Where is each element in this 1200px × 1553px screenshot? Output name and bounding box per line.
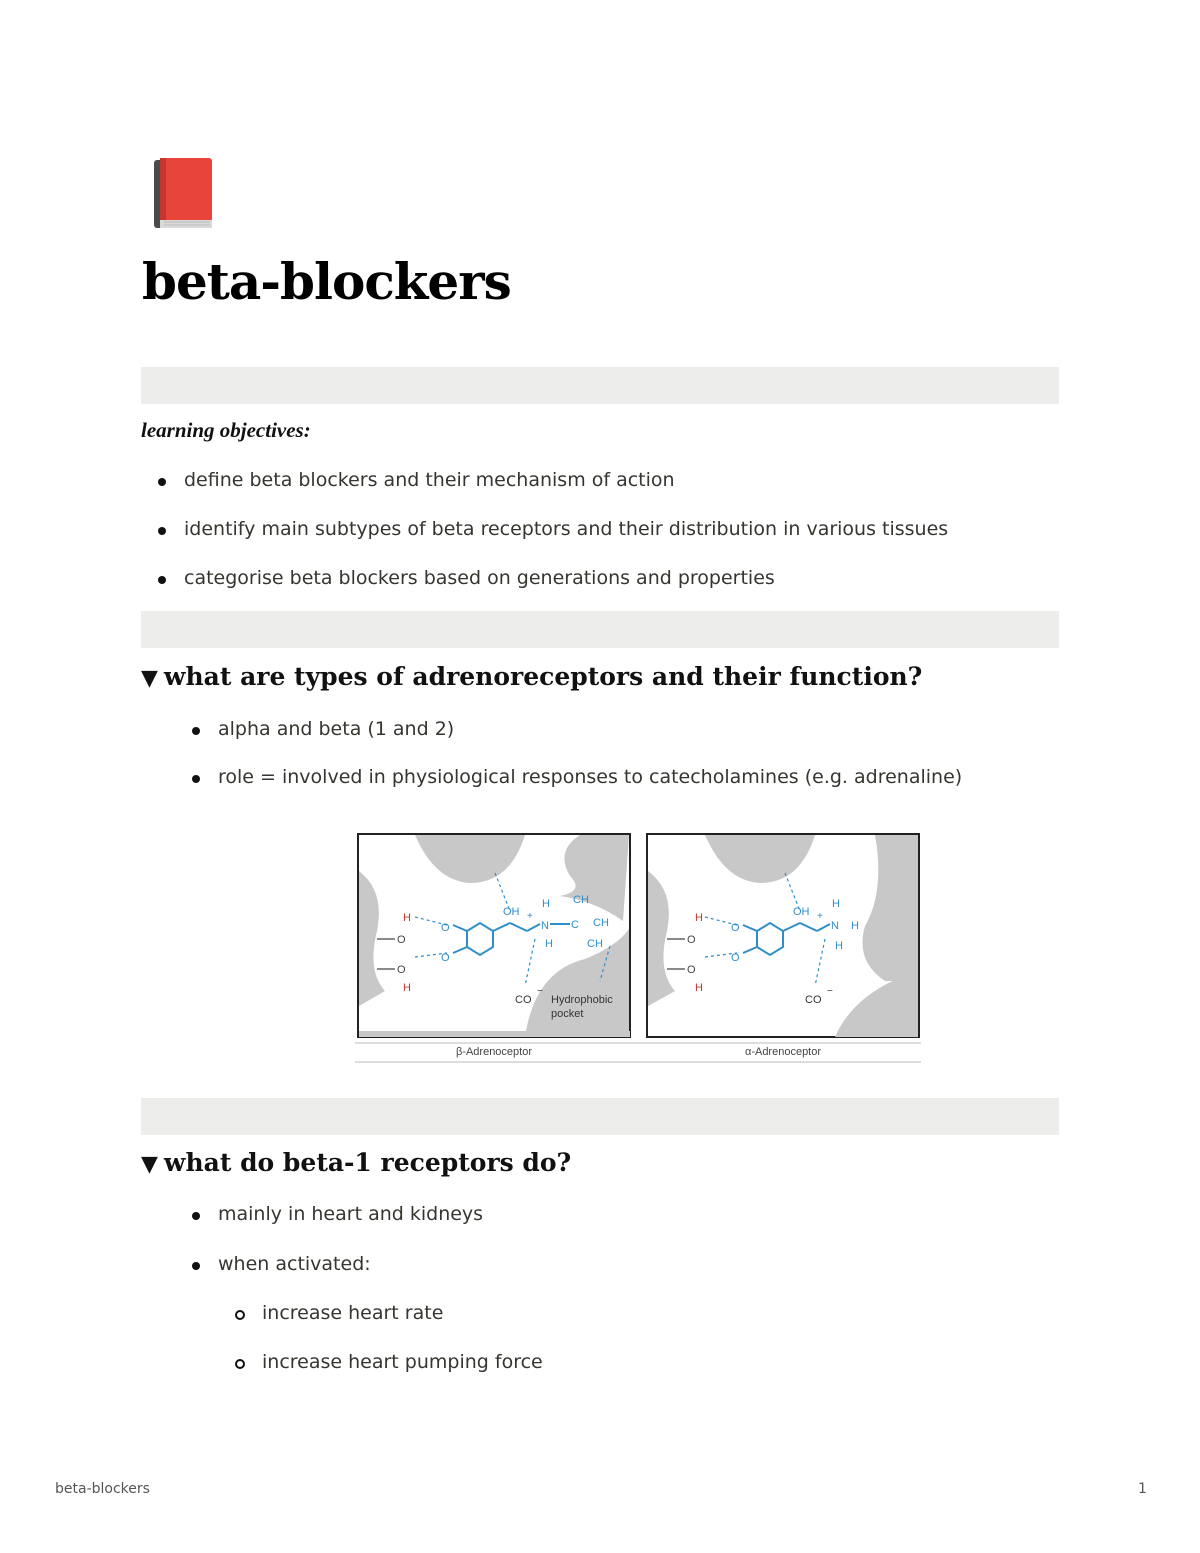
list-item-text: identify main subtypes of beta receptors and their distribution in various tissues (184, 518, 949, 540)
atom-label: O (687, 964, 696, 976)
list-item (218, 1203, 483, 1225)
atom-label: + (527, 911, 533, 922)
atom-label: CO (515, 994, 532, 1006)
toggle-heading-text: what do beta-1 receptors do? (163, 1148, 572, 1177)
triangle-down-icon[interactable]: ▼ (141, 665, 158, 691)
list-item-text: categorise beta blockers based on generations and properties (184, 567, 775, 589)
closed-red-book-icon (150, 156, 218, 232)
bullet-dot (158, 576, 166, 584)
list-item (218, 718, 454, 740)
list-item (262, 1351, 543, 1373)
atom-label: CO (805, 994, 822, 1006)
atom-label: OH (503, 906, 520, 918)
atom-label: H (835, 940, 843, 952)
bullet-ring (235, 1359, 245, 1369)
list-item-text: when activated: (218, 1253, 371, 1275)
toggle-heading-text: what are types of adrenoreceptors and their function? (163, 662, 923, 691)
bullet-ring (235, 1310, 245, 1320)
list-item-text: increase heart rate (262, 1302, 444, 1324)
atom-label: O (397, 934, 406, 946)
atom-label: H (545, 938, 553, 950)
divider-block (141, 1098, 1059, 1135)
page-title: beta-blockers (142, 252, 511, 311)
pocket-label: pocket (551, 1008, 584, 1020)
atom-label: CH (593, 917, 609, 929)
atom-label: N (831, 920, 839, 932)
hydrophobic-label: Hydrophobic (551, 994, 613, 1006)
divider-block (141, 611, 1059, 648)
list-item (184, 567, 775, 589)
atom-label: H (695, 982, 703, 994)
atom-label: O (731, 952, 740, 964)
atom-label: C (571, 919, 579, 931)
atom-label: N (541, 920, 549, 932)
atom-label: H (403, 912, 411, 924)
footer-page-number: 1 (1138, 1481, 1147, 1497)
list-item (262, 1302, 443, 1324)
list-item-text: mainly in heart and kidneys (218, 1203, 484, 1225)
toggle-beta-1[interactable] (141, 1148, 571, 1177)
list-item (184, 518, 948, 540)
atom-label: CH (573, 894, 589, 906)
atom-label: H (851, 920, 859, 932)
atom-label: CH (587, 938, 603, 950)
atom-label: O (731, 922, 740, 934)
atom-label: O (397, 964, 406, 976)
bullet-dot (158, 478, 166, 486)
bullet-dot (192, 1262, 200, 1270)
list-item-text: alpha and beta (1 and 2) (218, 718, 455, 740)
bullet-dot (158, 527, 166, 535)
bullet-dot (192, 1212, 200, 1220)
atom-label: O (687, 934, 696, 946)
atom-label: H (542, 898, 550, 910)
bullet-dot (192, 727, 200, 735)
adrenoceptor-figure (355, 831, 921, 1063)
bullet-dot (192, 775, 200, 783)
alpha-adrenoceptor-caption: α-Adrenoceptor (744, 1046, 822, 1058)
atom-label: − (537, 986, 543, 997)
atom-label: − (827, 986, 833, 997)
atom-label: OH (793, 906, 810, 918)
atom-label: H (695, 912, 703, 924)
footer-doc-name: beta-blockers (55, 1481, 150, 1497)
beta-adrenoceptor-panel (358, 834, 630, 1037)
list-item (184, 469, 675, 491)
atom-label: + (817, 911, 823, 922)
toggle-adrenoreceptors[interactable] (141, 662, 922, 691)
list-item-text: define beta blockers and their mechanism of action (184, 469, 675, 491)
atom-label: O (441, 952, 450, 964)
beta-adrenoceptor-caption: β-Adrenoceptor (455, 1046, 533, 1058)
atom-label: H (832, 898, 840, 910)
divider-block (141, 367, 1059, 404)
list-item (218, 1253, 371, 1275)
atom-label: O (441, 922, 450, 934)
list-item-text: increase heart pumping force (262, 1351, 543, 1373)
triangle-down-icon[interactable]: ▼ (141, 1151, 158, 1177)
list-item-text: role = involved in physiological responses to catecholamines (e.g. adrenaline) (218, 766, 963, 788)
list-item (218, 766, 962, 788)
alpha-adrenoceptor-panel (647, 834, 919, 1037)
atom-label: H (403, 982, 411, 994)
objectives-heading: learning objectives: (141, 418, 311, 442)
